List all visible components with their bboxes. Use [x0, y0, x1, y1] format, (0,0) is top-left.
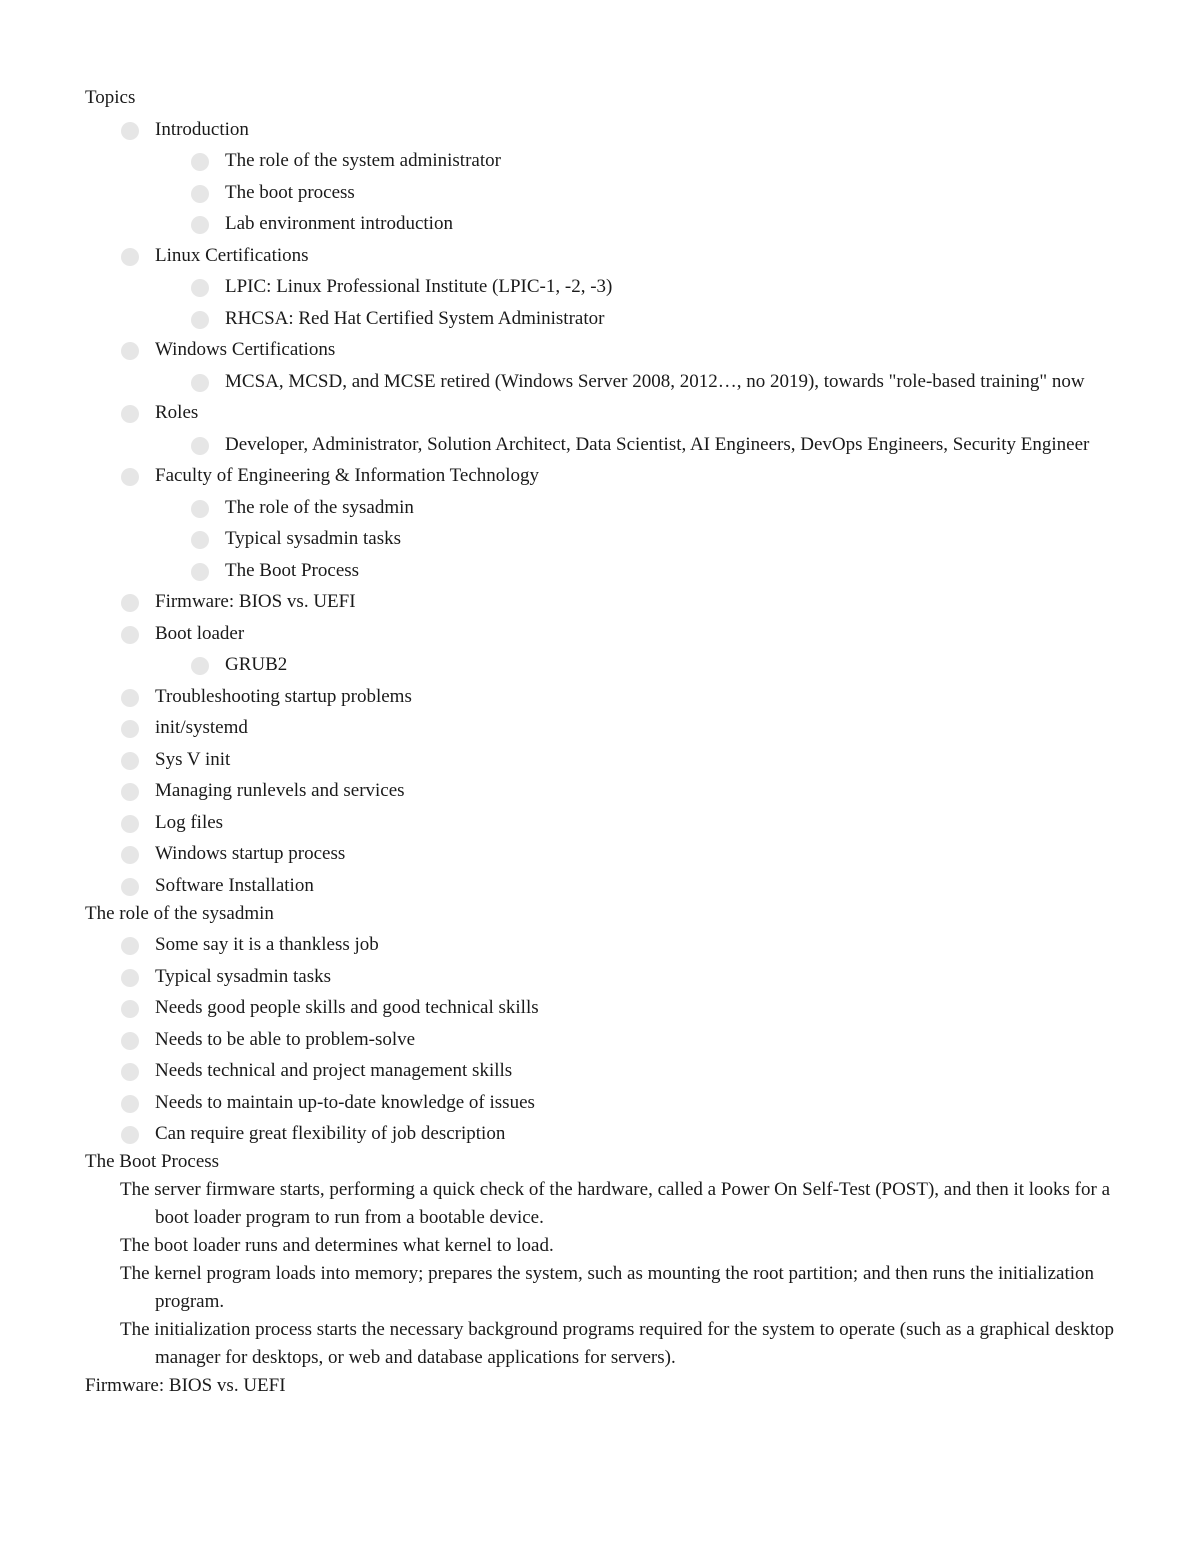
- list-item: Developer, Administrator, Solution Architect, Data Scientist, AI Engineers, DevOps Engineers, Security Engineer: [155, 431, 1125, 459]
- list-item-label: Firmware: BIOS vs. UEFI: [155, 591, 356, 612]
- boot-process-heading: The Boot Process: [85, 1151, 220, 1172]
- list-item-label: Managing runlevels and services: [155, 780, 405, 801]
- paragraph: The server firmware starts, performing a quick check of the hardware, called a Power On Self-Test (POST), and then it looks for a boot loader program to run from a bootable device.: [120, 1179, 1111, 1228]
- list-item: [85, 399, 1125, 459]
- list-item: The role of the sysadmin: [155, 494, 1125, 522]
- list-item-label: Sys V init: [155, 748, 231, 770]
- list-item: [85, 462, 1125, 585]
- list-item: Typical sysadmin tasks: [85, 963, 1125, 991]
- list-item: [85, 683, 1125, 711]
- firmware-heading: Firmware: BIOS vs. UEFI: [85, 1375, 286, 1396]
- topics-list: [85, 116, 1125, 900]
- list-item: [85, 116, 1125, 239]
- list-item: RHCSA: Red Hat Certified System Administrator: [155, 305, 1125, 333]
- paragraph: The boot loader runs and determines what kernel to load.: [120, 1235, 554, 1256]
- list-item-label: Roles: [155, 402, 199, 423]
- list-item: [85, 588, 1125, 616]
- list-item: [85, 872, 1125, 900]
- list-item: Typical sysadmin tasks: [155, 525, 1125, 553]
- list-item: LPIC: Linux Professional Institute (LPIC-1, -2, -3): [155, 273, 1125, 301]
- document-page: [85, 84, 1125, 1400]
- list-item: The boot process: [155, 179, 1125, 207]
- list-item: Needs to maintain up-to-date knowledge of issues: [85, 1089, 1125, 1117]
- list-item: [85, 840, 1125, 868]
- list-item-label: Introduction: [155, 118, 249, 140]
- paragraph: The initialization process starts the necessary background programs required for the system to operate (such as a graphical desktop manager for desktops, or web and database applications for servers).: [120, 1319, 1115, 1368]
- list-item: Needs good people skills and good technical skills: [85, 994, 1125, 1022]
- sub-list: [155, 494, 1125, 585]
- list-item: Lab environment introduction: [155, 210, 1125, 238]
- list-item: GRUB2: [155, 651, 1125, 679]
- list-item: The role of the system administrator: [155, 147, 1125, 175]
- list-item: [85, 336, 1125, 396]
- sub-list: [155, 273, 1125, 333]
- sysadmin-list: [85, 931, 1125, 1148]
- list-item-label: Linux Certifications: [155, 244, 309, 266]
- list-item: The Boot Process: [155, 557, 1125, 585]
- list-item-label: Troubleshooting startup problems: [155, 685, 412, 707]
- list-item-label: init/systemd: [155, 717, 248, 738]
- list-item-label: Log files: [155, 811, 224, 833]
- list-item: Can require great flexibility of job description: [85, 1120, 1125, 1148]
- list-item: [85, 714, 1125, 742]
- list-item-label: Boot loader: [155, 622, 245, 644]
- list-item: [85, 746, 1125, 774]
- list-item: [85, 242, 1125, 333]
- list-item-label: Windows startup process: [155, 843, 346, 864]
- sub-list: [155, 368, 1125, 396]
- sub-list: [155, 651, 1125, 679]
- sub-list: [155, 147, 1125, 238]
- sub-list: [155, 431, 1125, 459]
- list-item-label: Software Installation: [155, 874, 314, 896]
- topics-heading: Topics: [85, 87, 136, 108]
- boot-process-paragraphs: [85, 1176, 1125, 1372]
- list-item: [85, 809, 1125, 837]
- list-item: Needs to be able to problem-solve: [85, 1026, 1125, 1054]
- list-item: MCSA, MCSD, and MCSE retired (Windows Server 2008, 2012…, no 2019), towards "role-based training" now: [155, 368, 1125, 396]
- sysadmin-heading: The role of the sysadmin: [85, 902, 274, 924]
- list-item-label: Faculty of Engineering & Information Technology: [155, 465, 540, 486]
- list-item: [85, 777, 1125, 805]
- paragraph: The kernel program loads into memory; prepares the system, such as mounting the root partition; and then runs the initialization program.: [120, 1263, 1095, 1312]
- list-item: Needs technical and project management skills: [85, 1057, 1125, 1085]
- list-item-label: Windows Certifications: [155, 339, 336, 360]
- list-item: Some say it is a thankless job: [85, 931, 1125, 959]
- list-item: [85, 620, 1125, 680]
